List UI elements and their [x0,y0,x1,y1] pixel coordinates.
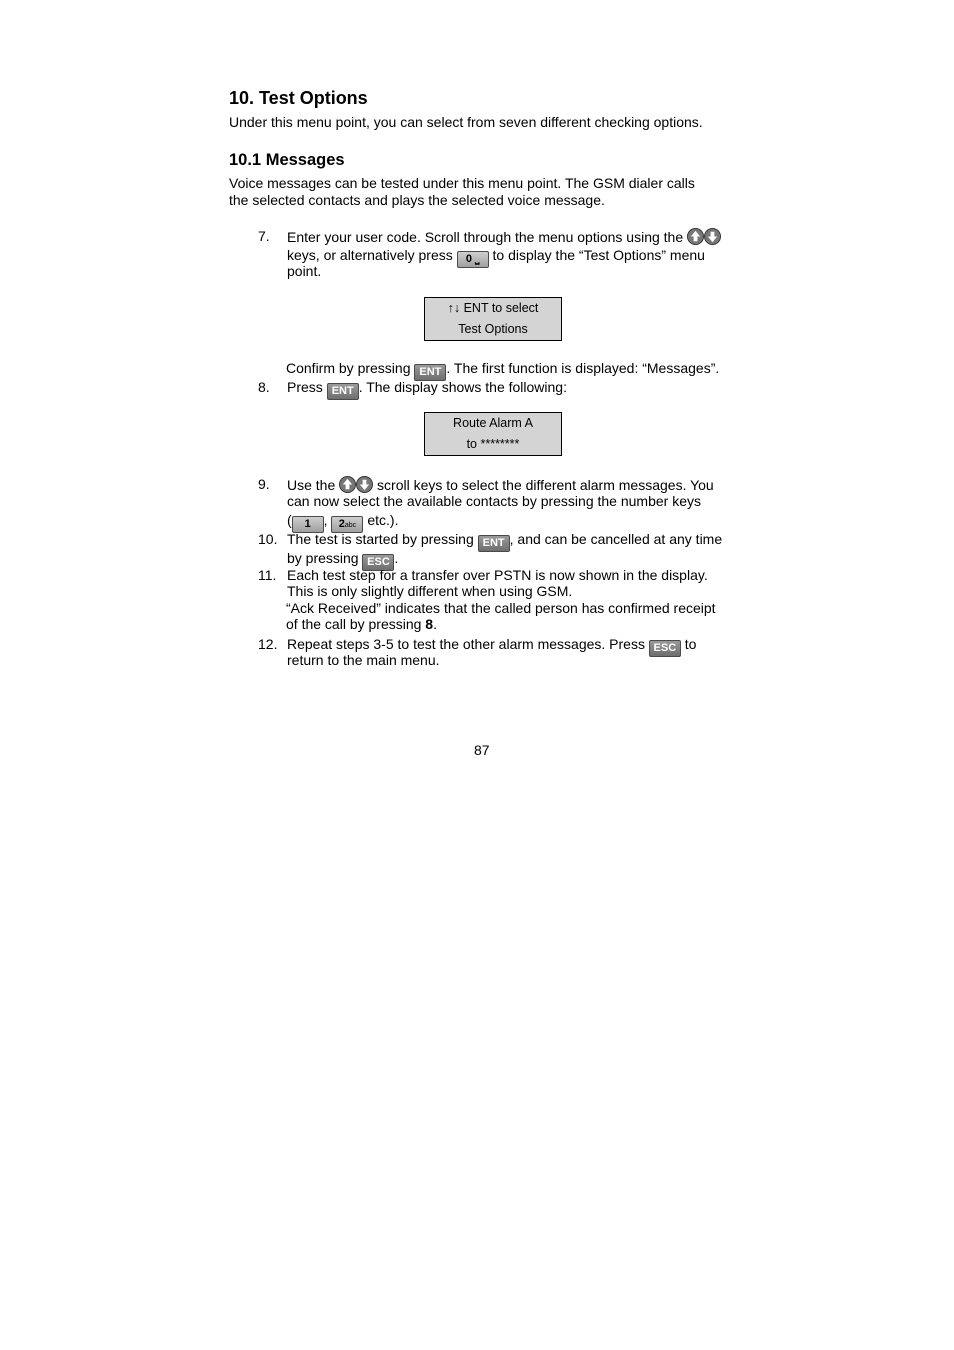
lcd-line-1: Route Alarm A [453,416,533,430]
page-number: 87 [474,742,490,758]
arrow-up-icon [687,228,704,245]
step-8-line: Press ENT . The display shows the following: [287,379,737,400]
step-number: 12. [258,636,278,652]
step-10-line-2: by pressing ESC . [287,550,737,571]
ent-key-icon: ENT [414,364,446,381]
esc-key-icon: ESC [649,640,681,657]
step-11-line-2: This is only slightly different when using GSM. [287,583,573,599]
step-9-line-1: Use the scroll keys to select the different alarm messages. You [287,477,714,493]
lcd-display-test-options [424,297,562,341]
key-2-icon: 2abc [331,516,363,533]
key-1-icon: 1 [292,516,324,533]
step-number: 9. [258,476,270,492]
step-9-line-3: ( 1 , 2abc etc.). [287,512,737,533]
sub-intro-line-2: the selected contacts and plays the selected voice message. [229,192,605,208]
lcd-line-2: Test Options [458,322,528,336]
arrow-down-icon [704,228,721,245]
arrow-down-icon [356,476,373,493]
step-7-line-3: point. [287,263,322,279]
ent-key-icon: ENT [478,535,510,552]
step-11-line-4: of the call by pressing 8. [286,616,437,632]
key-0-icon: 0 ⎵ [457,251,489,268]
arrow-up-icon [339,476,356,493]
step-number: 11. [258,567,277,583]
lcd-line-1: ↑↓ ENT to select [447,301,539,315]
step-12-line-2: return to the main menu. [287,652,440,668]
step-10-line-1: The test is started by pressing ENT , and can be cancelled at any time [287,531,737,552]
step-7-line-2: keys, or alternatively press 0 ⎵ to display the “Test Options” menu [287,247,737,268]
step-12-line-1: Repeat steps 3-5 to test the other alarm messages. Press ESC to [287,636,737,657]
confirm-line: Confirm by pressing ENT . The first function is displayed: “Messages”. [286,360,736,381]
step-number: 10. [258,531,278,547]
step-number: 7. [258,228,270,244]
step-9-line-2: can now select the available contacts by pressing the number keys [287,493,702,509]
lcd-display-route-alarm [424,412,562,456]
step-7-line-1: Enter your user code. Scroll through the menu options using the [287,228,737,246]
section-heading: 10. Test Options [229,88,368,108]
sub-intro-line-1: Voice messages can be tested under this menu point. The GSM dialer calls [229,175,695,191]
step-number: 8. [258,379,270,395]
subsection-heading: 10.1 Messages [229,151,345,169]
step-11-line-3: “Ack Received” indicates that the called person has confirmed receipt [286,600,716,616]
ent-key-icon: ENT [327,383,359,400]
intro-paragraph: Under this menu point, you can select from seven different checking options. [229,114,703,130]
esc-key-icon: ESC [362,554,394,571]
step-11-line-1: Each test step for a transfer over PSTN is now shown in the display. [287,567,708,583]
lcd-line-2: to ******** [466,437,520,451]
